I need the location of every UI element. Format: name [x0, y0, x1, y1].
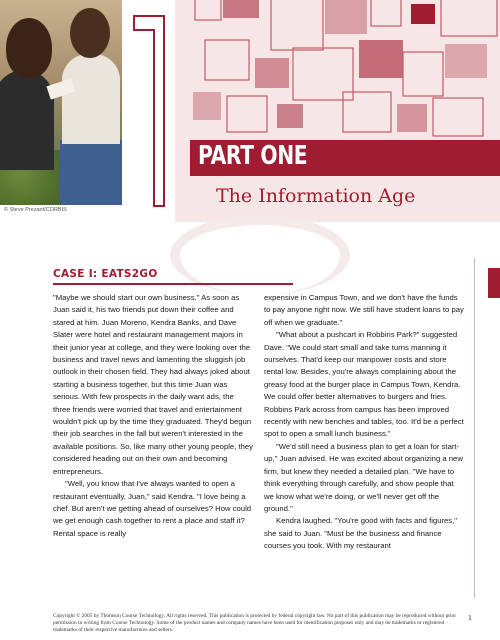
paragraph: expensive in Campus Town, and we don't have the funds to pay anyone right now. We still have student loans to pay off when we graduate.": [264, 293, 464, 327]
side-tab: [488, 268, 500, 298]
copyright-notice: Copyright © 2005 by Thomson Course Technology. All rights reserved. This publication is protected by federal copyright law. No part of this publication may be reproduced without prior permission in writing from Course Technology. Some of the product names and company names have been used for identification purposes only and may be trademarks or registered trademarks of their respective manufactures and sellers.: [53, 613, 457, 633]
header-photo: [0, 0, 122, 205]
text-column-left: [53, 292, 253, 540]
part-number-outline: [130, 10, 174, 210]
paragraph: "Maybe we should start our own business." As soon as Juan said it, his two friends put down their coffee and stared at him. Juan Moreno, Kendra Banks, and Dave Slater were hotel and restaurant management majors in their junior year at college, and they were looking over the business and travel news and lamenting the sluggish job outlook in their chosen field. They had always joked about starting a business together, but this time Juan was serious. With few prospects in the daily want ads, the three friends were worried that travel and entertainment wouldn't pick up by the time they graduated. They'd begun their job searches in the fall but weren't interested in the available positions. So, like many other young people, they considered heading out on their own and becoming entrepreneurs.: [53, 293, 253, 476]
photo-credit: © Steve Prezant/CORBIS: [4, 207, 67, 213]
photo-person-left-body: [0, 70, 54, 170]
column-rule: [474, 258, 475, 598]
page-number: 1: [468, 613, 472, 622]
photo-person-right-jeans: [60, 140, 122, 205]
text-column-right: [264, 292, 464, 553]
part-title: PART ONE: [198, 141, 308, 171]
part-subtitle: The Information Age: [216, 185, 416, 207]
paragraph: Kendra laughed. "You're good with facts and figures," she said to Juan. "Must be the business and finance courses you took. With my restaurant: [264, 516, 458, 551]
paragraph: "We'd still need a business plan to get a loan for start-up," Juan advised. He was excited about organizing a new firm, but knew they needed a detailed plan. "We have to think everything through carefully, and show people that we know what we're doing, or we'll never get off the ground.": [264, 441, 463, 513]
paragraph: "What about a pushcart in Robbins Park?" suggested Dave. "We could start small and take turns manning it ourselves. That'd keep our manpower costs and store rental low. Besides, you're always complaining about the greasy food at the burger place in Campus Town, Kendra. We could offer better alternatives to burgers and fries. Robbins Park across from campus has been improved recently with new benches and tables, too. It'd be a perfect spot to open a small lunch business.": [264, 330, 464, 439]
photo-person-right-body: [62, 54, 120, 144]
photo-person-right-head: [70, 8, 110, 58]
case-heading: CASE I: EATS2GO: [53, 268, 158, 280]
chapter-header: [0, 0, 500, 222]
photo-person-left-head: [6, 18, 52, 78]
case-heading-rule: [53, 283, 293, 285]
paragraph: "Well, you know that I've always wanted to open a restaurant eventually, Juan," said Kendra. "I love being a chef. But aren't we getting ahead of ourselves? How could we get enough cash together to rent a place and staff it? Rental space is really: [53, 479, 252, 538]
